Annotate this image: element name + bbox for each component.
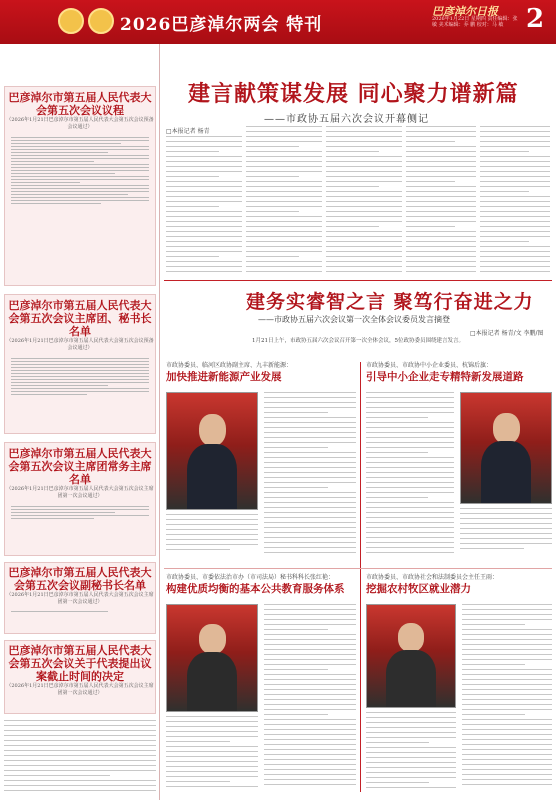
standing-chairs-box xyxy=(4,442,156,556)
speeches-subheadline: ——市政协五届六次会议第一次全体会议委员发言摘登 xyxy=(258,315,450,324)
standing-chairs-subtitle: （2026年1月21日巴彦淖尔市第五届人民代表大会第五次会议主席团第一次会议通过） xyxy=(6,486,154,499)
speech-3-kicker: 市政协委员、市委依法治市办（市司法局）秘书科科长张红艳： xyxy=(166,574,335,581)
lead-headline: 建言献策谋发展 同心聚力谱新篇 xyxy=(188,81,519,107)
presidium-title: 巴彦淖尔市第五届人民代表大会第五次会议主席团、秘书长名单 xyxy=(8,299,152,338)
national-emblem-icon xyxy=(58,8,84,34)
deputy-secretaries-subtitle: （2026年1月21日巴彦淖尔市第五届人民代表大会第五次会议主席团第一次会议通过） xyxy=(6,592,154,605)
presidium-box xyxy=(4,294,156,434)
issue-meta: 2026年1月22日 星期四 责任编辑：张 敏 美术编辑：乔 鹏 校对：马 敏 xyxy=(432,16,518,28)
speech-4-photo xyxy=(366,604,456,708)
newspaper-masthead: 巴彦淖尔日报 xyxy=(432,5,498,18)
presidium-subtitle: （2026年1月21日巴彦淖尔市第五届人民代表大会第五次会议预备会议通过） xyxy=(6,338,154,351)
speech-2-kicker: 市政协委员、市政协中小企业委员、杭锦后旗： xyxy=(366,362,493,369)
speech-3-photo xyxy=(166,604,258,712)
speech-4 xyxy=(366,574,552,796)
speech-1-kicker: 市政协委员、临河区政协副主席、九丰新能源： xyxy=(166,362,293,369)
agenda-title: 巴彦淖尔市第五届人民代表大会第五次会议议程 xyxy=(8,91,152,117)
lead-text-col-5 xyxy=(480,126,550,276)
special-issue-title: 2026巴彦淖尔两会 特刊 xyxy=(120,15,323,35)
speech-2-title: 引导中小企业走专精特新发展道路 xyxy=(366,371,524,383)
lead-text-col-4 xyxy=(406,126,476,276)
speech-4-title: 挖掘农村牧区就业潜力 xyxy=(366,583,471,595)
speech-1-text xyxy=(264,392,356,560)
page-number: 2 xyxy=(526,4,545,34)
column-divider xyxy=(360,362,361,792)
deputy-secretaries-title: 巴彦淖尔市第五届人民代表大会第五次会议副秘书长名单 xyxy=(8,566,152,592)
speech-3-title: 构建优质均衡的基本公共教育服务体系 xyxy=(166,583,345,595)
standing-chairs-names xyxy=(5,500,155,525)
speeches-byline: □本报记者 杨青/文 李鹏/图 xyxy=(470,330,544,337)
deputy-secretaries-box xyxy=(4,562,156,634)
left-bottom-article xyxy=(4,720,156,796)
standing-chairs-title: 巴彦淖尔市第五届人民代表大会第五次会议主席团常务主席名单 xyxy=(8,447,152,486)
row-divider xyxy=(164,568,552,569)
presidium-names xyxy=(5,352,155,401)
cppcc-emblem-icon xyxy=(88,8,114,34)
motion-deadline-subtitle: （2026年1月21日巴彦淖尔市第五届人民代表大会第五次会议主席团第一次会议通过） xyxy=(6,683,154,696)
motion-deadline-title: 巴彦淖尔市第五届人民代表大会第五次会议关于代表提出议案截止时间的决定 xyxy=(8,644,152,683)
speeches-intro: 1月21日上午，市政协五届六次会议召开第一次全体会议，5位政协委员围绕建言发言。 xyxy=(252,338,464,344)
agenda-subtitle: （2026年1月21日巴彦淖尔市第五届人民代表大会第五次会议预备会议通过） xyxy=(6,117,154,130)
lead-byline: □本报记者 杨青 xyxy=(166,128,210,135)
agenda-text xyxy=(5,131,155,210)
speech-2-text-left xyxy=(366,392,454,560)
motion-deadline-box xyxy=(4,640,156,714)
section-divider xyxy=(164,280,552,281)
speech-2-photo xyxy=(460,392,552,504)
speeches-headline: 建务实睿智之言 聚笃行奋进之力 xyxy=(246,291,534,313)
speech-1 xyxy=(166,362,356,562)
speech-3-text xyxy=(264,604,356,794)
page-banner xyxy=(0,0,556,44)
speech-4-text xyxy=(462,604,552,794)
deputy-secretaries-names xyxy=(5,606,155,617)
lead-text-col-3 xyxy=(326,126,402,276)
speech-1-title: 加快推进新能源产业发展 xyxy=(166,371,282,383)
lead-text-col-2 xyxy=(246,126,322,276)
speech-2 xyxy=(366,362,552,562)
speech-3 xyxy=(166,574,356,796)
lead-text-col-1 xyxy=(166,136,242,276)
speech-4-kicker: 市政协委员、市政协社会和法制委员会主任王雨： xyxy=(366,574,499,581)
lead-subheadline: ——市政协五届六次会议开幕侧记 xyxy=(264,114,429,125)
speech-1-photo xyxy=(166,392,258,510)
agenda-box xyxy=(4,86,156,286)
left-column xyxy=(0,44,160,800)
